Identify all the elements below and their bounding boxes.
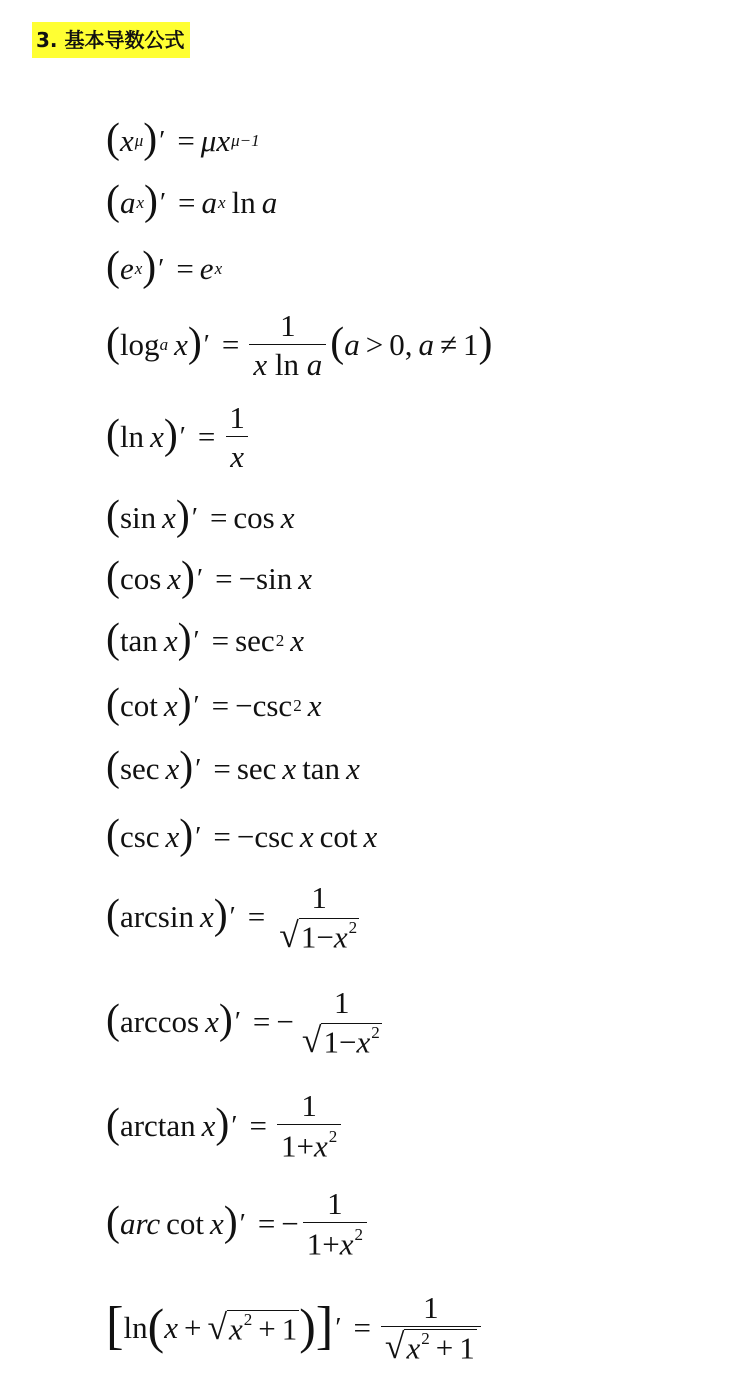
sqrt: √ $x^2 + 1$ xyxy=(207,1307,298,1348)
formula-cot: ( cot x ) ′ = − csc 2 x xyxy=(106,681,322,727)
formula-exp-e: ( e x ) ′ = e x xyxy=(106,244,223,290)
sqrt: √ $1-x^2$ xyxy=(279,915,358,956)
sqrt: √ $1-x^2$ xyxy=(301,1020,380,1061)
fraction: $\frac{1}{\text{x ln a}}$ xyxy=(249,308,326,382)
formula-arctan: ( arctan x ) ′ = $\frac{1}{1+x^2}$ xyxy=(106,1088,345,1164)
fraction: 1 √ $1-x^2$ xyxy=(279,880,358,956)
formula-ln: ( ln x ) ′ = $\frac{1}{x}$ xyxy=(106,400,253,474)
formula-ln-sqrt: [ ln ( x + √ $x^2 + 1$ ) ] ′ = 1 √ $x^2 + 1$ xyxy=(106,1290,485,1366)
formula-power: ( x μ ) ′ = μ x μ−1 xyxy=(106,116,260,162)
fraction: 1 √ $1-x^2$ xyxy=(301,985,380,1061)
formula-sin: ( sin x ) ′ = cos x xyxy=(106,493,295,539)
formula-arccos: ( arccos x ) ′ = − 1 √ $1-x^2$ xyxy=(106,985,390,1060)
formula-exp-a: ( a x ) ′ = a x ln a xyxy=(106,178,278,224)
fraction: $\frac{1}{1+x^2}$ xyxy=(277,1088,341,1164)
formula-sec: ( sec x ) ′ = sec x tan x xyxy=(106,744,360,790)
fraction: 1 √ $x^2 + 1$ xyxy=(381,1290,481,1366)
formula-arccot: ( arc cot x ) ′ = − $\frac{1}{1+x^2}$ xyxy=(106,1186,371,1262)
section-heading: 3. 基本导数公式 xyxy=(32,22,190,58)
sqrt: √ $x^2 + 1$ xyxy=(384,1326,475,1367)
fraction: $\frac{1}{x}$ xyxy=(225,400,249,474)
fraction: $\frac{1}{1+x^2}$ xyxy=(303,1186,367,1262)
formula-log-a: ( log a x ) ′ = $\frac{1}{\text{x ln a}}$ ( a > 0 , a ≠ 1 ) xyxy=(106,308,493,382)
formula-tan: ( tan x ) ′ = sec 2 x xyxy=(106,616,304,662)
formula-cos: ( cos x ) ′ = − sin x xyxy=(106,554,312,600)
formula-csc: ( csc x ) ′ = − csc x cot x xyxy=(106,812,378,858)
formula-arcsin: ( arcsin x ) ′ = 1 √ $1-x^2$ xyxy=(106,880,367,955)
